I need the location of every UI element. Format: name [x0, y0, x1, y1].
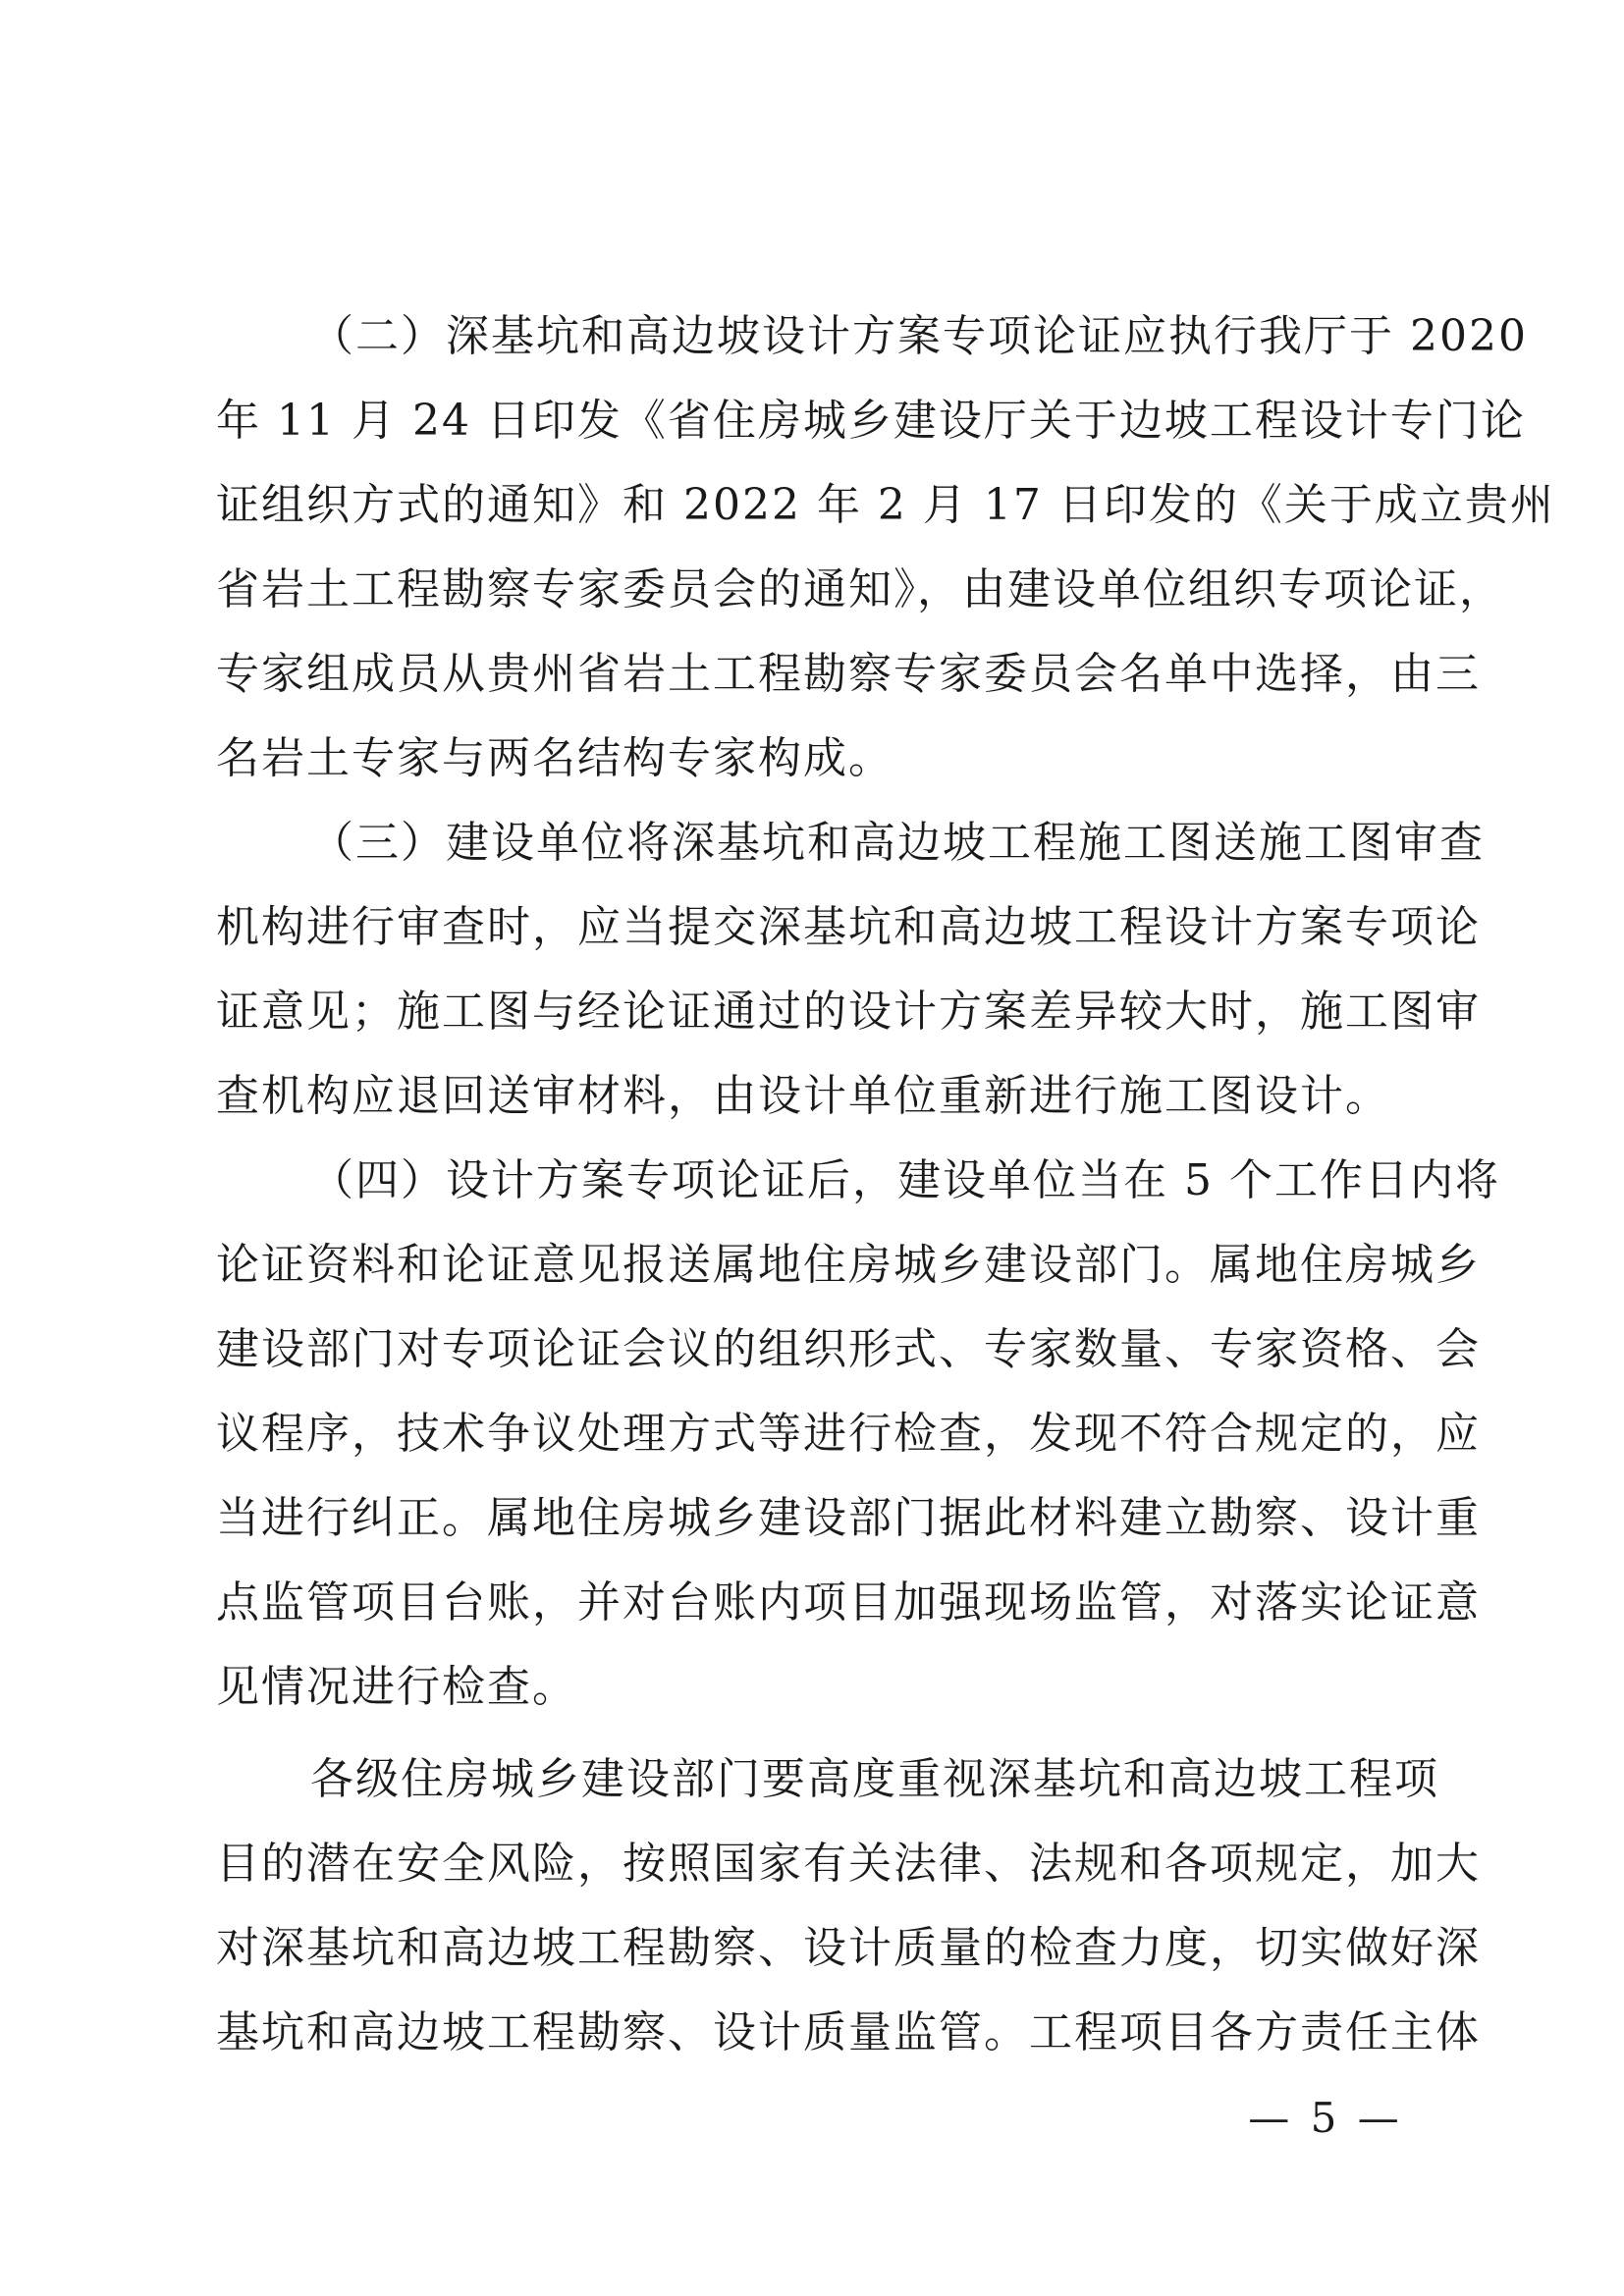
paragraph-line: 机构进行审查时，应当提交深基坑和高边坡工程设计方案专项论 — [216, 902, 1481, 952]
paragraph-line: 议程序，技术争议处理方式等进行检查，发现不符合规定的，应 — [216, 1409, 1481, 1459]
paragraph-gap — [216, 1730, 1424, 1737]
paragraph-4 — [216, 1139, 1500, 1730]
paragraph-line: 省岩土工程勘察专家委员会的通知》，由建设单位组织专项论证， — [216, 564, 1504, 614]
document-body — [216, 294, 1555, 2075]
paragraph-line: 证意见；施工图与经论证通过的设计方案差异较大时，施工图审 — [216, 987, 1481, 1037]
paragraph-3 — [216, 801, 1485, 1139]
page-number: — 5 — — [1248, 2094, 1403, 2142]
paragraph-line: 对深基坑和高边坡工程勘察、设计质量的检查力度，切实做好深 — [216, 1923, 1481, 1973]
paragraph-line: 建设部门对专项论证会议的组织形式、专家数量、专家资格、会 — [216, 1324, 1481, 1374]
paragraph-line: 当进行纠正。属地住房城乡建设部门据此材料建立勘察、设计重 — [216, 1493, 1481, 1543]
paragraph-line: （四）设计方案专项论证后，建设单位当在 5 个工作日内将 — [310, 1155, 1500, 1205]
paragraph-line: 各级住房城乡建设部门要高度重视深基坑和高边坡工程项 — [310, 1754, 1439, 1804]
paragraph-line: 见情况进行检查。 — [216, 1662, 577, 1712]
paragraph-summary — [216, 1737, 1481, 2075]
paragraph-line: （三）建设单位将深基坑和高边坡工程施工图送施工图审查 — [310, 818, 1485, 868]
paragraph-line: 基坑和高边坡工程勘察、设计质量监管。工程项目各方责任主体 — [216, 2007, 1481, 2057]
paragraph-line: 目的潜在安全风险，按照国家有关法律、法规和各项规定，加大 — [216, 1839, 1481, 1889]
paragraph-line: 年 11 月 24 日印发《省住房城乡建设厅关于边坡工程设计专门论 — [216, 396, 1526, 446]
paragraph-line: 点监管项目台账，并对台账内项目加强现场监管，对落实论证意 — [216, 1577, 1481, 1628]
paragraph-line: 论证资料和论证意见报送属地住房城乡建设部门。属地住房城乡 — [216, 1240, 1481, 1290]
paragraph-line: 名岩土专家与两名结构专家构成。 — [216, 733, 893, 783]
paragraph-line: 专家组成员从贵州省岩土工程勘察专家委员会名单中选择，由三 — [216, 649, 1481, 699]
paragraph-line: （二）深基坑和高边坡设计方案专项论证应执行我厅于 2020 — [310, 311, 1528, 361]
paragraph-line: 证组织方式的通知》和 2022 年 2 月 17 日印发的《关于成立贵州 — [216, 480, 1555, 530]
paragraph-line: 查机构应退回送审材料，由设计单位重新进行施工图设计。 — [216, 1071, 1390, 1121]
paragraph-2 — [216, 294, 1555, 801]
